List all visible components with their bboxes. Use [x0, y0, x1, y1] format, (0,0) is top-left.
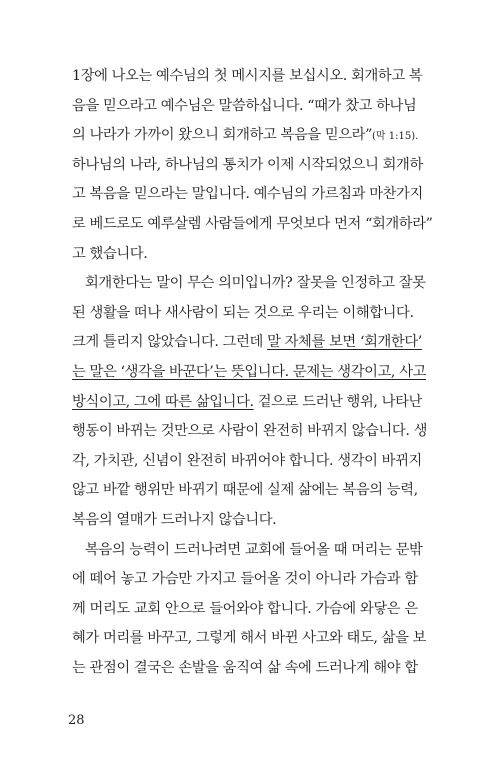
text-line — [72, 151, 444, 181]
text-span: 1장에 나오는 예수님의 첫 메시지를 보십시오. 회개하고 복 — [72, 68, 423, 84]
text-line — [72, 654, 444, 684]
text-span: 고 복음을 믿으라는 말입니다. 예수님의 가르침과 마찬가지 — [72, 186, 423, 203]
text-span: 로 베드로도 예루살렘 사람들에게 무엇보다 먼저 “회개하라” — [72, 215, 433, 232]
text-line — [72, 210, 444, 240]
text-span: 크게 틀리지 않았습니다. 그런데 — [72, 334, 268, 351]
text-span: 혜가 머리를 바꾸고, 그렇게 해서 바뀐 사고와 태도, 삶을 보 — [72, 630, 427, 647]
text-line — [72, 328, 444, 358]
text-line — [72, 388, 444, 418]
text-line — [72, 62, 444, 92]
underlined-text: 말 자체를 보면 ‘회개한다’ — [267, 334, 422, 351]
text-span: 에 떼어 놓고 가슴만 가지고 들어올 것이 아니라 가슴과 함 — [72, 571, 418, 588]
text-span: 않고 바깥 행위만 바뀌기 때문에 실제 삶에는 복음의 능력, — [72, 482, 418, 499]
text-span: 된 생활을 떠나 새사람이 되는 것으로 우리는 이해합니다. — [72, 304, 414, 321]
underlined-text: 는 말은 ‘생각을 바꾼다’는 뜻입니다. 문제는 생각이고, 사고 — [72, 363, 427, 380]
text-line — [72, 121, 444, 151]
underlined-text: 방식이고, 그에 따른 삶입니다. — [72, 393, 254, 410]
text-line — [72, 476, 444, 506]
text-line — [72, 417, 444, 447]
text-span: 복음의 능력이 드러나려면 교회에 들어올 때 머리는 문밖 — [85, 541, 423, 558]
text-line — [72, 447, 444, 477]
text-line — [72, 269, 444, 299]
text-span: 고 했습니다. — [72, 245, 148, 262]
text-line — [72, 92, 444, 122]
scripture-reference: (막 1:15). — [372, 131, 419, 143]
text-span: 의 나라가 가까이 왔으니 회개하고 복음을 믿으라” — [72, 127, 372, 144]
text-span: 겉으로 드러난 행위, 나타난 — [253, 393, 422, 410]
text-span: 음을 믿으라고 예수님은 말씀하십니다. “때가 찼고 하나님 — [72, 97, 417, 114]
text-span: 회개한다는 말이 무슨 의미입니까? 잘못을 인정하고 잘못 — [85, 275, 426, 292]
text-span: 는 관점이 결국은 손발을 움직여 삶 속에 드러나게 해야 합 — [72, 659, 418, 676]
text-line — [72, 358, 444, 388]
text-span: 복음의 열매가 드러나지 않습니다. — [72, 511, 277, 528]
text-line — [72, 565, 444, 595]
text-line — [72, 240, 444, 270]
text-line — [72, 536, 444, 566]
text-span: 께 머리도 교회 안으로 들어와야 합니다. 가슴에 와닿은 은 — [72, 600, 418, 617]
text-span: 행동이 바뀌는 것만으로 사람이 완전히 바뀌지 않습니다. 생 — [72, 423, 428, 440]
text-line — [72, 624, 444, 654]
text-line — [72, 299, 444, 329]
body-text — [72, 62, 444, 683]
text-line — [72, 506, 444, 536]
page-number: 28 — [68, 713, 85, 728]
text-line — [72, 180, 444, 210]
text-span: 각, 가치관, 신념이 완전히 바뀌어야 합니다. 생각이 바뀌지 — [72, 452, 422, 469]
text-line — [72, 595, 444, 625]
text-span: 하나님의 나라, 하나님의 통치가 이제 시작되었으니 회개하 — [72, 156, 423, 173]
